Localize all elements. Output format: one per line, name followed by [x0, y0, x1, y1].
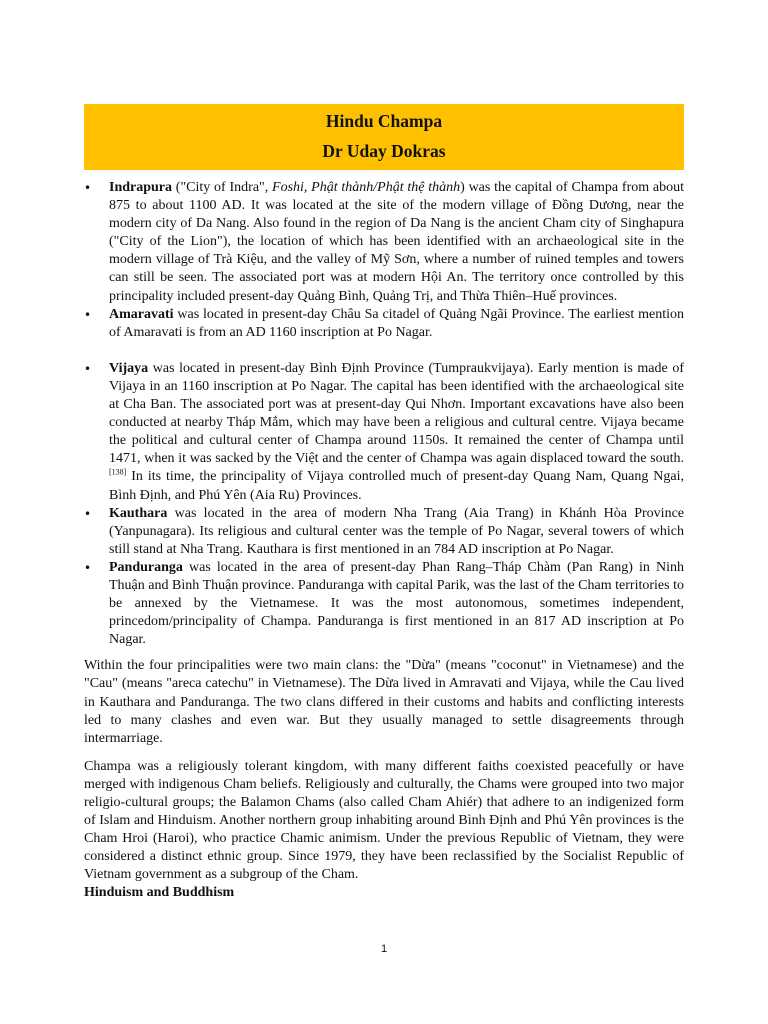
section-heading: Hinduism and Buddhism — [84, 885, 235, 901]
term-vijaya: Vijaya — [109, 360, 149, 376]
list-item-text: was located in present-day Bình Định Province (Tumpraukvijaya). Early mention is made of Vijaya in an 1160 inscription at Po Nagar. The capital has been identified with the archaeological site at Cha Ban. The associated port was at present-day Qui Nhơn. Important excavations have also been conducted at nearby Tháp Mắm, which may have been a religious and cultural centre. Vijaya became the political and cultural center of Champa around 1150s. It remained the center of Champa until 1471, when it was sacked by the Việt and the center of Champa was again displaced toward the south. — [109, 360, 684, 467]
spacer — [84, 342, 684, 360]
list-item-panduranga — [84, 559, 684, 649]
body-content — [84, 179, 684, 902]
paragraph-clans: Within the four principalities were two main clans: the "Dừa" (means "coconut" in Vietnamese) and the "Cau" (means "areca catechu" in Vietnamese). The Dừa lived in Amravati and Vijaya, while the Cau lived in Kauthara and Panduranga. The two clans differed in their customs and habits and conflicting interests led to many clashes and even war. But they usually managed to settle disagreements through intermarriage. — [84, 658, 684, 746]
list-item-text: In its time, the principality of Vijaya controlled much of present-day Quang Nam, Quang Ngai, Bình Định, and Phú Yên (Aia Ru) Provinces. — [109, 469, 684, 503]
list-item-kauthara — [84, 505, 684, 559]
principality-list — [84, 360, 684, 650]
paragraph-religion: Champa was a religiously tolerant kingdom, with many different faiths coexisted peacefully or have merged with indigenous Cham beliefs. Religiously and culturally, the Chams were grouped into two major religio-cultural groups; the Balamon Chams (also called Cham Ahiér) that adhere to an indigenized form of Islam and Hinduism. Another northern group inhabiting around Bình Định and Phú Yên provinces is the Cham Hroi (Haroi), who practice Chamic animism. Under the previous Republic of Vietnam, they were considered a distinct ethnic group. Since 1979, they have been reclassified by the Socialist Republic of Vietnam government as a subgroup of the Cham. — [84, 758, 684, 883]
italic-names: Foshi, Phật thành/Phật thệ thành — [272, 180, 461, 195]
document-title: Hindu Champa — [325, 111, 443, 131]
title-banner — [84, 104, 684, 170]
term-kauthara: Kauthara — [109, 505, 168, 521]
list-item-text: ("City of Indra", — [172, 180, 273, 195]
list-item-text: was located in the area of modern Nha Trang (Aia Trang) in Khánh Hòa Province (Yanpunagara). Its religious and cultural center was the temple of Po Nagar, several towers of which still stand at Nha Trang. Kauthara is first mentioned in an 784 AD inscription at Po Nagar. — [109, 505, 684, 557]
list-item-text: ) was the capital of Champa from about 875 to about 1100 AD. It was located at the site of the modern village of Đồng Dương, near the modern city of Da Nang. Also found in the region of Da Nang is the ancient Cham city of Singhapura ("City of the Lion"), the location of which has been identified with an archaeological site in the modern village of Trà Kiệu, and the valley of Mỹ Sơn, where a number of ruined temples and towers can still be seen. The associated port was at modern Hội An. The territory once controlled by this principality included present-day Quảng Bình, Quảng Trị, and Thừa Thiên–Huế provinces. — [109, 180, 684, 304]
page-number: 1 — [380, 943, 388, 955]
list-item-amaravati — [84, 306, 684, 342]
list-item-indrapura — [84, 179, 684, 306]
term-panduranga: Panduranga — [109, 559, 183, 575]
list-item-vijaya — [84, 360, 684, 505]
term-indrapura: Indrapura — [109, 180, 173, 195]
list-item-text: was located in the area of present-day Phan Rang–Tháp Chàm (Pan Rang) in Ninh Thuận and Bình Thuận province. Panduranga with capital Parik, was the last of the Cham territories to be annexed by the Vietnamese. It was the most autonomous, sometimes independent, princedom/principality of Champa. Panduranga is first mentioned in an 817 AD inscription at Po Nagar. — [109, 559, 684, 648]
principality-list — [84, 179, 684, 342]
footnote-link[interactable]: [138] — [109, 467, 127, 477]
term-amaravati: Amaravati — [109, 306, 174, 322]
list-item-text: was located in present-day Châu Sa citadel of Quảng Ngãi Province. The earliest mention of Amaravati is from an AD 1160 inscription at Po Nagar. — [109, 306, 684, 340]
document-author: Dr Uday Dokras — [322, 141, 446, 161]
